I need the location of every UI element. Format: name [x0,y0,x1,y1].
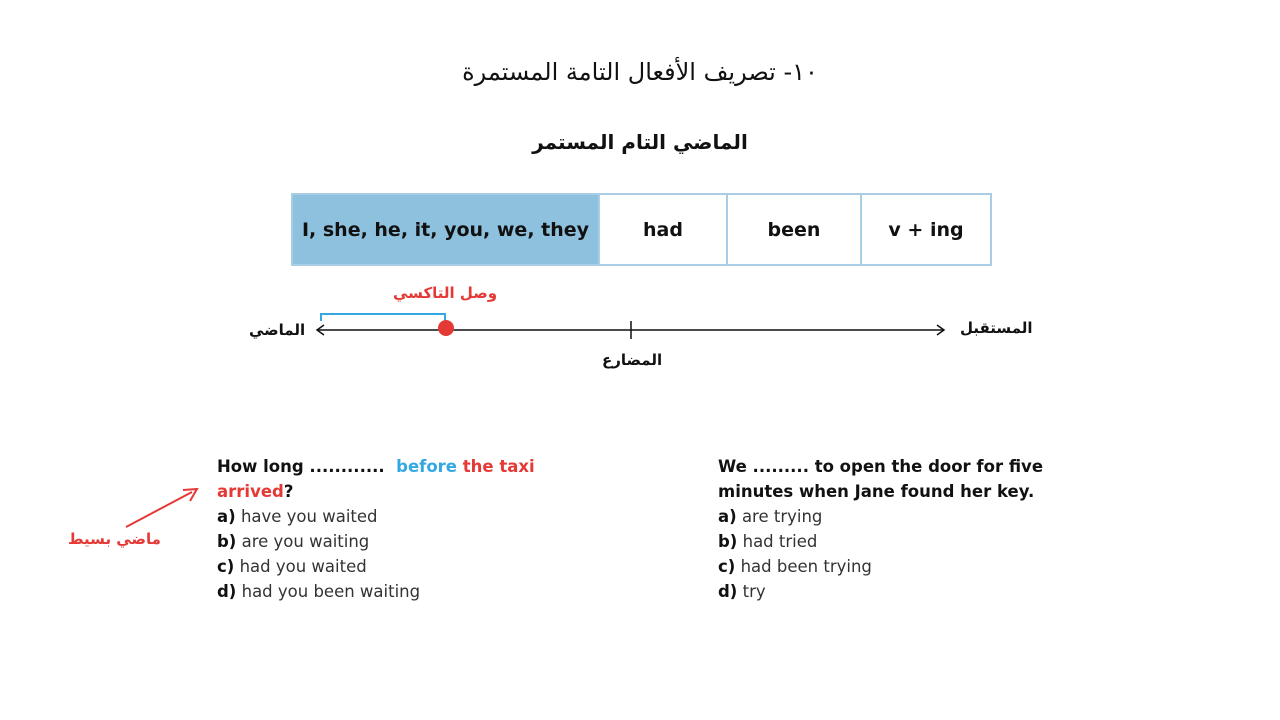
event-point [438,320,454,336]
present-label: المضارع [602,351,663,369]
question-1 [217,454,657,604]
formula-had: had [598,195,726,264]
q1-stem-the-taxi: the taxi [462,457,535,476]
annotation-simple-past: ماضي بسيط [68,530,161,548]
annotation-arrow-line [126,492,192,527]
q2-option-c[interactable]: c) had been trying [718,557,872,576]
q1-stem-arrived: arrived [217,482,284,501]
q2-stem-line1: We ......... to open the door for five [718,457,1044,476]
q1-stem-start: How long ............ [217,457,385,476]
duration-bracket [321,314,445,321]
q2-option-d[interactable]: d) try [718,582,766,601]
q1-option-a[interactable]: a) have you waited [217,507,378,526]
q1-option-c[interactable]: c) had you waited [217,557,367,576]
future-label: المستقبل [960,319,1033,337]
formula-subjects: I, she, he, it, you, we, they [293,195,598,264]
page-title: ١٠- تصريف الأفعال التامة المستمرة [462,58,818,86]
q1-option-b[interactable]: b) are you waiting [217,532,370,551]
q1-option-d[interactable]: d) had you been waiting [217,582,421,601]
q1-stem-end: ? [283,482,294,501]
section-title: الماضي التام المستمر [532,130,748,154]
question-2-stem [718,454,1158,504]
q2-option-b[interactable]: b) had tried [718,532,818,551]
formula-verb-ing: v + ing [860,195,990,264]
q2-option-a[interactable]: a) are trying [718,507,823,526]
formula-been: been [726,195,860,264]
question-2 [718,454,1158,604]
event-label: وصل التاكسي [393,284,498,302]
past-label: الماضي [249,321,306,339]
q1-stem-before: before [396,457,457,476]
question-1-stem [217,454,657,504]
q2-stem-line2: minutes when Jane found her key. [718,482,1035,501]
